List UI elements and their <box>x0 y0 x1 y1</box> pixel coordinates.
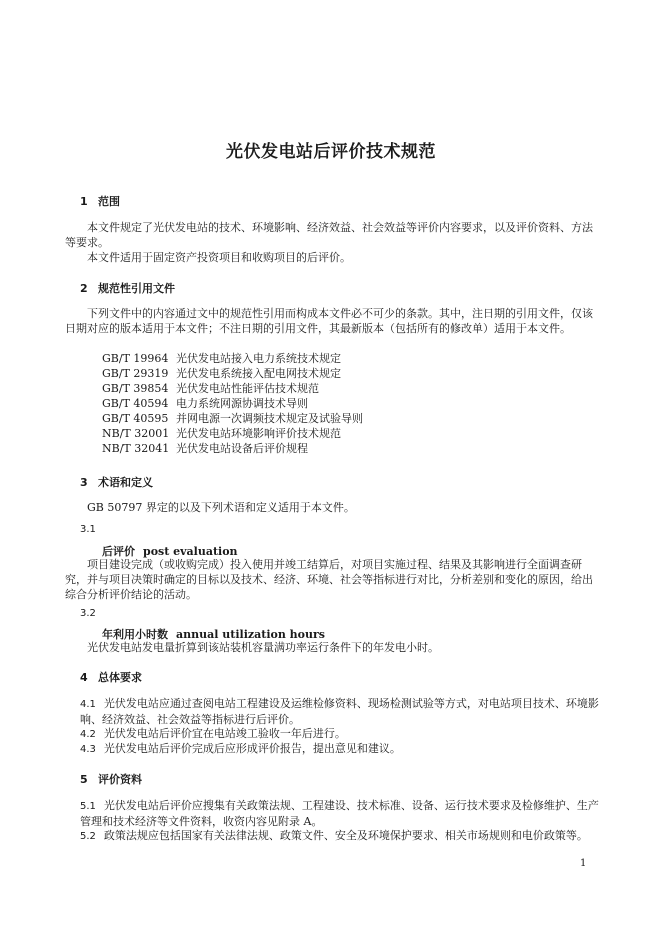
section-number: 3 <box>80 476 88 489</box>
reference-title: 光伏发电站设备后评价规程 <box>176 442 308 455</box>
clause-text: 光伏发电站后评价应搜集有关政策法规、工程建设、技术标准、设备、运行技术要求及检修维护、生产管理和技术经济等文件资料，收资内容见附录 A。 <box>80 799 599 828</box>
term-english: post evaluation <box>143 545 238 558</box>
page-number: 1 <box>580 858 587 869</box>
clause-number: 5.2 <box>80 831 96 842</box>
reference-title: 光伏发电系统接入配电网技术规定 <box>176 367 341 380</box>
reference-code: GB/T 19964 <box>102 352 169 365</box>
section-3-paragraph-1: GB 50797 界定的以及下列术语和定义适用于本文件。 <box>87 501 355 514</box>
term-3-1-number: 3.1 <box>80 524 96 535</box>
section-number: 4 <box>80 671 88 684</box>
clause-number: 4.1 <box>80 699 96 710</box>
term-3-2-number: 3.2 <box>80 608 96 619</box>
section-title: 规范性引用文件 <box>98 282 175 295</box>
section-title: 总体要求 <box>98 671 142 684</box>
reference-code: GB/T 29319 <box>102 367 169 380</box>
term-english: annual utilization hours <box>176 628 325 641</box>
section-title: 术语和定义 <box>98 476 153 489</box>
reference-item <box>102 396 363 411</box>
reference-item <box>102 411 363 426</box>
reference-title: 并网电源一次调频技术规定及试验导则 <box>176 412 363 425</box>
clause-4-2 <box>80 726 600 742</box>
page-title: 光伏发电站后评价技术规范 <box>226 142 436 162</box>
term-chinese: 年利用小时数 <box>102 628 168 641</box>
section-number: 1 <box>80 195 88 208</box>
section-title: 范围 <box>98 195 120 208</box>
reference-item <box>102 381 363 396</box>
clause-number: 4.3 <box>80 744 96 755</box>
clause-text: 光伏发电站后评价完成后应形成评价报告，提出意见和建议。 <box>103 742 401 755</box>
clause-number: 5.1 <box>80 801 96 812</box>
clause-text: 光伏发电站后评价宜在电站竣工验收一年后进行。 <box>103 727 346 740</box>
reference-title: 光伏发电站环境影响评价技术规范 <box>176 427 341 440</box>
reference-code: GB/T 40595 <box>102 412 169 425</box>
term-chinese: 后评价 <box>102 545 135 558</box>
reference-title: 光伏发电站性能评估技术规范 <box>176 382 319 395</box>
section-2-heading <box>80 280 175 296</box>
clause-text: 光伏发电站应通过查阅电站工程建设及运维检修资料、现场检测试验等方式，对电站项目技术、环境影响、经济效益、社会效益等指标进行后评价。 <box>80 697 599 726</box>
section-2-paragraph-1: 下列文件中的内容通过文中的规范性引用而构成本文件必不可少的条款。其中，注日期的引用文件，仅该日期对应的版本适用于本文件；不注日期的引用文件，其最新版本（包括所有的修改单）适用于本文件。 <box>65 307 593 335</box>
reference-code: GB/T 40594 <box>102 397 169 410</box>
clause-4-1 <box>80 696 600 727</box>
section-1-heading <box>80 193 120 209</box>
reference-code: GB/T 39854 <box>102 382 169 395</box>
clause-4-3 <box>80 741 600 757</box>
reference-code: NB/T 32041 <box>102 442 170 455</box>
clause-text: 政策法规应包括国家有关法律法规、政策文件、安全及环境保护要求、相关市场规则和电价政策等。 <box>103 829 588 842</box>
section-title: 评价资料 <box>98 773 142 786</box>
term-3-1-definition: 项目建设完成（或收购完成）投入使用并竣工结算后，对项目实施过程、结果及其影响进行全面调查研究，并与项目决策时确定的目标以及技术、经济、环境、社会等指标进行对比，分析差别和变化的原因，给出综合分析评价结论的活动。 <box>65 558 593 601</box>
clause-5-1 <box>80 798 600 829</box>
reference-title: 光伏发电站接入电力系统技术规定 <box>176 352 341 365</box>
reference-code: NB/T 32001 <box>102 427 170 440</box>
section-1-paragraph-1: 本文件规定了光伏发电站的技术、环境影响、经济效益、社会效益等评价内容要求，以及评价资料、方法等要求。 <box>65 221 593 249</box>
clause-number: 4.2 <box>80 729 96 740</box>
section-3-heading <box>80 474 153 490</box>
section-4-heading <box>80 669 142 685</box>
reference-title: 电力系统网源协调技术导则 <box>176 397 308 410</box>
reference-list <box>102 351 363 456</box>
section-number: 2 <box>80 282 88 295</box>
reference-item <box>102 441 363 456</box>
reference-item <box>102 351 363 366</box>
section-number: 5 <box>80 773 88 786</box>
reference-item <box>102 366 363 381</box>
term-3-2-definition: 光伏发电站发电量折算到该站装机容量满功率运行条件下的年发电小时。 <box>87 641 439 654</box>
section-5-heading <box>80 771 142 787</box>
reference-item <box>102 426 363 441</box>
section-1-paragraph-2: 本文件适用于固定资产投资项目和收购项目的后评价。 <box>87 251 351 264</box>
clause-5-2 <box>80 828 600 844</box>
